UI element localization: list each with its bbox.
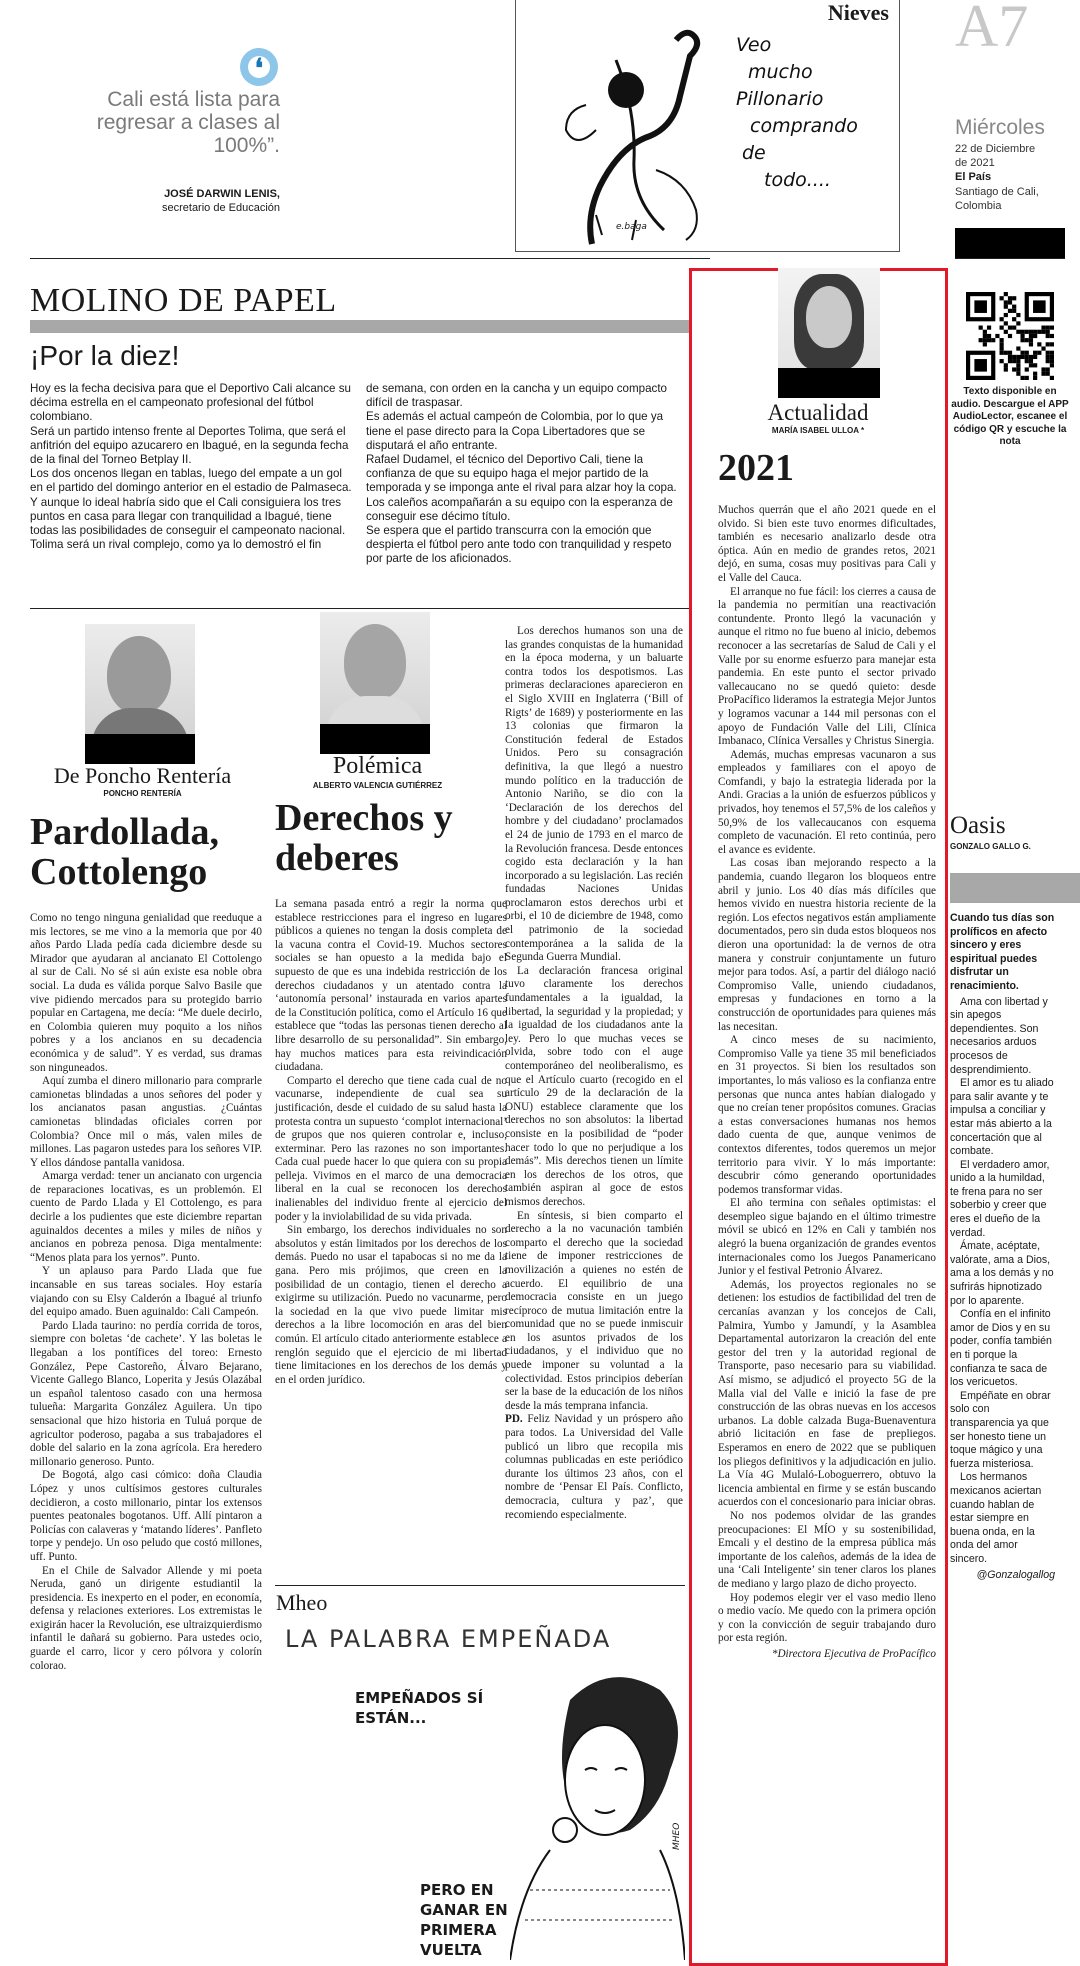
cartoon-text-line: mucho bbox=[748, 61, 813, 83]
cartoon-nieves bbox=[515, 0, 900, 252]
author-poncho: PONCHO RENTERÍA bbox=[103, 789, 182, 798]
cartoon-drawing bbox=[556, 20, 746, 245]
cartoon-text-line: comprando bbox=[750, 115, 858, 137]
paragraph: Amarga verdad: tener un ancianato con urgencia de reparaciones locativas, es un problemón. El cuento de Pardo Llada y El Cottolengo, es para decirle a los pudientes que este diciembre repartan aguinaldos decentes a miles y miles de niños y ancianos en pobreza penosa. Diga mentalmente: “Menos plata para los yernos”. Punto. bbox=[30, 1170, 262, 1264]
paragraph: Además, los proyectos regionales no se detienen: los estudios de factibilidad del tren de cercanías avanzan y los concejos de Cali, Palmira, Yumbo y Jamundí, y la Asamblea Departamental autorizaron la creación del ente gestor del tren y la autoridad regional de Transporte, paso necesario para su viabilidad. Así mismo, se adjudicó el proyecto 5G de la Malla vial del Valle e inició la fase de pre construcción de las obras nuevas en los accesos urbanos. La doble calzada Buga-Buenaventura abrió licitación en fase de prepliegos. Esperamos en enero de 2022 que se publiquen los pliegos definitivos y la adjudicación en julio. La Vía 4G Mulaló-Loboguerrero, obtuvo la licencia ambiental en firme y se están buscando acuerdos con el concesionario para iniciar obras. bbox=[718, 1278, 936, 1509]
cartoon-section-label: Nieves bbox=[827, 0, 889, 25]
qr-block bbox=[950, 292, 1070, 449]
title-poncho: Pardollada, Cottolengo bbox=[30, 811, 219, 893]
column-name-polemica: Polémica bbox=[332, 753, 423, 779]
quote-block bbox=[40, 48, 280, 218]
molino-paragraph: Rafael Dudamel, el técnico del Deportivo Cali, tiene la confianza de que su equipo haga el mejor partido de la temporada y se imponga ante el rival para alzar hoy la copa. bbox=[366, 453, 677, 495]
cartoon-text-line: Veo bbox=[736, 34, 772, 56]
molino-headline: ¡Por la diez! bbox=[30, 340, 180, 371]
paragraph: La declaración francesa original tuvo claramente los derechos fundamentales a la igualdad, la libertad, la seguridad y la propiedad; y la igualdad de los ciudadanos ante la ley. Pero lo que muchas veces se olvida, sobre todo con el auge contemporáneo del neoliberalismo, es que el Artículo cuarto (recogido en el artículo 29 de la declaración de la ONU) establece claramente que los derechos no son absolutos: la libertad consiste en la posibilidad de “poder hacer todo lo que no perjudique a los demás”. Mis derechos tienen un límite en los derechos de los otros, que también aspiran al goce de estos mismos derechos. bbox=[505, 964, 683, 1208]
day-name: Miércoles bbox=[955, 116, 1045, 139]
paragraph: Las cosas iban mejorando respecto a la pandemia, cuando llegaron los bloqueos entre abril y junio. Los 40 días más difíciles que hemos vivido en nuestra historia reciente de la región. Los efectos negativos están ampliamente documentados, pero sin duda estos bloqueos nos dieron una oportunidad: la de vernos de otra manera y construir conjuntamente un futuro mejor para todos. Así, a partir del diálogo nació Compromiso Valle, uniendo ciudadanos, empresas y fundaciones en torno a la construcción de oportunidades para quienes más las necesitan. bbox=[718, 857, 936, 1033]
date-line-2: de 2021 bbox=[955, 157, 995, 169]
mheo-bubble-1: EMPEÑADOS SÍ ESTÁN... bbox=[355, 1689, 484, 1727]
paragraph: Confía en el infinito amor de Dios y en su poder, confía también en ti porque la confianza te saca de los vericuetos. bbox=[950, 1308, 1052, 1389]
author-actualidad: MARÍA ISABEL ULLOA * bbox=[771, 426, 865, 435]
paragraph: A cinco meses de su nacimiento, Compromiso Valle ya tiene 35 mil beneficiados en 31 proyectos. Si bien los resultados son importantes, lo más valioso es la confianza entre personas que nunca antes habían dialogado y que no creían tener propósitos comunes. Gracias a estas conversaciones humanas nos hemos dado cuenta de que, aunque venimos de contextos diferentes, todos queremos un mejor territorio para vivir. Y lo más importante: descubrir cómo generando oportunidades podemos transformar vidas. bbox=[718, 1034, 936, 1196]
masthead-black-bar bbox=[955, 228, 1065, 258]
molino-paragraph: Será un partido intenso frente al Deportes Tolima, que será el anfitrión del equipo azucarero en Ibagué, en la segunda fecha de la final del Torneo Betplay II. bbox=[30, 424, 349, 467]
section-title-molino: MOLINO DE PAPEL bbox=[30, 282, 337, 319]
paragraph: Ámate, acéptate, valórate, ama a Dios, ama a los demás y no sufrirás hipnotizado por lo aparente. bbox=[950, 1240, 1054, 1307]
molino-col-1 bbox=[30, 382, 352, 552]
cartoon-text-line: de bbox=[742, 142, 766, 164]
cartoon-text bbox=[736, 32, 896, 194]
paragraph: El arranque no fue fácil: los cierres a causa de la pandemia no permitían una reactivación contundente. Pronto llegó la vacunación y aunque el ritmo no fue bueno al inicio, debemos reconocer a las secretarías de Salud de Cali y el Valle por su enorme esfuerzo para manejar esta pandemia. En este punto el sector privado vallecaucano no se quedó quieto: desde ProPacífico lideramos la estrategia Mejor Juntos y logramos vacunar a 144 mil personas con el apoyo de Fundación Valle del Lili, Clínica Imbanaco, Clínica Versalles y Christus Sinergia. bbox=[718, 585, 936, 748]
molino-paragraph: Los dos oncenos llegan en tablas, luego del empate a un gol en el partido del domingo anterior en el estadio de Palmaseca. bbox=[30, 467, 352, 495]
oasis-gray-bar bbox=[950, 873, 1080, 903]
mheo-drawing bbox=[510, 1660, 685, 1960]
author-photo-actualidad bbox=[778, 268, 880, 398]
pd-label: PD. bbox=[505, 1413, 523, 1426]
paragraph: El amor es tu aliado para salir avante y te impulsa a conciliar y estar más abierto a la concertación que al combate. bbox=[950, 1077, 1054, 1158]
paragraph: Los hermanos mexicanos aciertan cuando hablan de estar siempre en buena onda, en la onda del amor sincero. bbox=[950, 1471, 1042, 1565]
mheo-title: LA PALABRA EMPEÑADA bbox=[285, 1625, 612, 1653]
paragraph: Sin embargo, los derechos individuales no son absolutos y están limitados por los derechos de los demás. Puedo no usar el tapabocas si no me da la gana. Pero mis prójimos, que creen en la posibilidad de un contagio, tienen el derecho a exigirme su utilización. Puedo no vacunarme, pero la sociedad en la que vivo puede limitar mis derechos a la libre locomoción en aras del bien común. El artículo citado anteriormente establece a renglón seguido que el ejercicio de mi libertad tiene limitaciones en los derechos de los demás y en el orden jurídico. bbox=[275, 1224, 507, 1386]
molino-col-2 bbox=[366, 382, 691, 567]
paragraph: Pardo Llada taurino: no perdía corrida de toros, siempre con boletas ‘de cachete’. Y las boletas le llegaban a los pontífices del toreo: Ernesto González, Pepe Castoreño, Álvaro Bejarano, Vicente Gallego Blanco, Loperita y Jesús Olazábal un español talentoso casado con una hermosa tulueña: Margarita González Aguilera. Un tipo sensacional que hizo historia en Tuluá porque de agricultor poderoso, pagaba a sus trabajadores el doble del salario en la zona agrícola. Era heredero millonario generoso. Punto. bbox=[30, 1319, 262, 1468]
oasis-lead: Cuando tus días son prolíficos en afecto sincero y eres espiritual puedes disfrutar un renacimiento. bbox=[950, 912, 1055, 992]
author-photo-poncho bbox=[85, 624, 195, 764]
title-actualidad: 2021 bbox=[718, 447, 794, 489]
paragraph bbox=[505, 1413, 683, 1522]
paragraph: La semana pasada entró a regir la norma que establece restricciones para el ingreso en lugares públicos a quienes no tengan la dosis completa de la vacuna contra el Covid-19. Muchos sectores sociales se han opuesto a la medida bajo el supuesto de que es una indebida restricción de los derechos ciudadanos y un atentado contra la ‘autonomía personal’ instaurada en varios apartes de la Constitución política, como el Artículo 16 que establece que “todas las personas tienen derecho al libre desarrollo de su personalidad”. Sin embargo, hay muchos matices para esta reivindicación ciudadana. bbox=[275, 898, 507, 1074]
author-photo-polemica bbox=[320, 612, 430, 754]
paragraph: Aquí zumba el dinero millonario para comprarle camionetas blindadas a unos señores del poder y los ancianatos pasan angustias. ¿Cuántas camionetas blindadas oficiales corren por Colombia? Once mil o más, valen miles de millones. Las pagaron ustedes para los señores VIP. Y ellos dándose pantalla vanidosa. bbox=[30, 1075, 262, 1169]
paragraph: De Bogotá, algo casi cómico: doña Claudia López y unos cultísimos gestores culturales decidieron, a costo millonario, pintar los extensos puentes peatonales bogotanos. Uff. Allí pintaron a Policías con calaveras y ‘matando líderes’. Panfleto torpe y pendejo. Un oso peludo que costó millones, uff. Punto. bbox=[30, 1469, 262, 1563]
molino-paragraph: Tolima será un rival complejo, como ya lo demostró el fin bbox=[30, 538, 322, 552]
paragraph: Ama con libertad y sin apegos dependientes. Son necesarios arduos procesos de desprendimiento. bbox=[950, 995, 1048, 1076]
top-rule bbox=[30, 258, 710, 259]
paragraph: Y un aplauso para Pardo Llada que fue incansable en sus tareas sociales. Hoy estaría viajando con su Elsy Calderón a Ibagué al triunfo del equipo amado. Buen aguinaldo: Cali Campeón. bbox=[30, 1265, 262, 1319]
paragraph: Comparto el derecho que tiene cada cual de no vacunarse, independiente de cual sea su justificación, desde el cuidado de su salud hasta la protesta contra un supuesto ‘complot internacional’ de grupos que nos quieren controlar e, incluso, exterminar. Pero las razones no son importantes. Cada cual puede hacer lo que quiera con su propia pelleja. Vivimos en el marco de una democracia liberal en la cual se reconocen los derechos inalienables del individuo frente al ejercicio del poder y la inviolabilidad de su vida privada. bbox=[275, 1074, 507, 1223]
author-polemica: ALBERTO VALENCIA GUTIÉRREZ bbox=[312, 781, 443, 790]
body-polemica-col1 bbox=[275, 898, 507, 1387]
cartoon-text-line: todo.... bbox=[764, 169, 831, 191]
paragraph: En síntesis, si bien comparto el derecho a la no vacunación también comparto el derecho que la sociedad tiene de imponer restricciones de movilización a quienes no estén de acuerdo. El equilibrio de una democracia consiste en un juego recíproco de mutua limitación entre la comunidad que no se puede inmiscuir en los asuntos privados de los ciudadanos, y el individuo que no puede imponer su voluntad a la colectividad. Estos principios deberían ser la base de la educación de los niños desde la más temprana infancia. bbox=[505, 1209, 683, 1412]
paragraph: Como no tengo ninguna genialidad que reeduque a mis lectores, se me vino a la memoria que por 40 años Pardo Llada pedía cada diciembre desde su Mirador que ayudaran al ancianato El Cottolengo al sur de Cali. No sé si aún existe esa noble obra social. La duda es válida porque Salvo Basile que vive pidiendo mercados para su protegido barrio popular en Cartagena, me decía: “Me duele decirlo, en Colombia quieren muy poquito a los niños pobres y a los ancianos en su decadencia económica y de salud”. Y es verdad, sus dramas son ninguneados. bbox=[30, 912, 262, 1074]
column-name-oasis: Oasis bbox=[950, 812, 1006, 839]
cartoon-signature: e.baga bbox=[616, 222, 647, 232]
title-polemica: Derechos y deberes bbox=[275, 797, 453, 879]
section-gray-bar bbox=[30, 320, 690, 333]
author-oasis: GONZALO GALLO G. bbox=[950, 842, 1031, 851]
date-line-1: 22 de Diciembre bbox=[955, 143, 1036, 155]
mheo-bubble-2: PERO EN GANAR EN PRIMERA VUELTA bbox=[420, 1881, 508, 1959]
paper-name: El País bbox=[955, 171, 992, 183]
top-rule-right bbox=[955, 258, 1065, 259]
oasis-handle: @Gonzalogallog bbox=[976, 1568, 1055, 1581]
pd-text: Feliz Navidad y un próspero año para todos. La Universidad del Valle publicó un libro que recopila mis columnas publicadas en este periódico durante los últimos 23 años, con el nombre de ‘Pensar El País. Conflicto, democracia, cultura y paz’, que recomiendo especialmente. bbox=[505, 1413, 683, 1521]
body-oasis bbox=[950, 912, 1055, 1582]
quote-author-role: secretario de Educación bbox=[161, 202, 280, 214]
quote-icon: ❛ bbox=[240, 48, 278, 86]
body-polemica-col2 bbox=[505, 625, 683, 1522]
paragraph: En el Chile de Salvador Allende y mi poeta Neruda, ganó un dirigente estudiantil la presidencia. Es inexperto en el poder, en economía, defensa y relaciones exteriores. Los extremistas le exigirán hacer la Revolución, ese ultraizquierdismo infantil le dañará su gobierno. Para ustedes ocio, guarde el carro, licor y cero pólvora y colorín colorao. bbox=[30, 1564, 262, 1672]
paragraph: Los derechos humanos son una de las grandes conquistas de la humanidad en la época moderna, y un baluarte contra todos los despotismos. Las primeras declaraciones aparecieron en el Siglo XVIII en Inglaterra (‘Bill of Rigts’ de 1689) y posteriormente en las 13 colonias que firmaron la Constitución federal de Estados Unidos. Pero su consagración definitiva, la que llegó a nuestro mundo político en la traducción de Antonio Nariño, se dio con la ‘Declaración de los derechos del hombre y del ciudadano’ proclamados el 24 de junio de 1793 en el marco de la Revolución francesa. Desde entonces cogido esta declaración y la han incorporado a su legislación. Las recién fundadas Naciones Unidas proclamaron estos derechos urbi et orbi, el 10 de diciembre de 1948, como el patrimonio de la sociedad contemporánea a la salida de la Segunda Guerra Mundial. bbox=[505, 625, 683, 964]
cartoon-text-line: Pillonario bbox=[736, 88, 824, 110]
column-name-poncho: De Poncho Rentería bbox=[53, 763, 232, 788]
molino-bottom-rule bbox=[30, 608, 690, 609]
molino-paragraph: de semana, con orden en la cancha y un equipo compacto difícil de traspasar. bbox=[366, 382, 667, 410]
mheo-section-label: Mheo bbox=[276, 1590, 328, 1615]
paragraph: No nos podemos olvidar de las grandes preocupaciones: El MÍO y su sostenibilidad, Emcali y el destino de la empresa pública más importante de los caleños, además de la idea de una ‘Cali Inteligente’ sin tener claros los planes de mediano y largo plazo de dicho proyecto. bbox=[718, 1509, 936, 1590]
mheo-signature: MHEO bbox=[672, 1822, 682, 1850]
quote-text: Cali está lista para regresar a clases al 100%”. bbox=[96, 88, 280, 157]
paragraph: El año termina con señales optimistas: el desempleo sigue bajando en el último trimestre móvil se ubicó en 12% en Cali y también nos alegró la buena organización de grandes eventos internacionales como los Juegos Panamericano Junior y el festival Petronio Álvarez. bbox=[718, 1197, 936, 1278]
molino-paragraph: Los caleños acompañarán a su equipo con la esperanza de conseguir ese décimo título. bbox=[366, 495, 673, 523]
paragraph: Hoy podemos elegir ver el vaso medio lleno o medio vacío. Me quedo con la primera opción y con la convicción de seguir trabajando duro por esta región. bbox=[718, 1591, 936, 1645]
molino-paragraph: Y aunque lo ideal habría sido que el Cali consiguiera los tres puntos en casa para llegar con tranquilidad a Ibagué, tiene todas las posibilidades de conseguir el campeonato nacional. bbox=[30, 495, 346, 538]
city-line-2: Colombia bbox=[955, 200, 1002, 212]
city-line-1: Santiago de Cali, bbox=[955, 186, 1039, 198]
masthead bbox=[955, 0, 1080, 260]
molino-paragraph: Es además el actual campeón de Colombia, por lo que ya tiene el pase directo para la Copa Libertadores que se disputará el año entrante. bbox=[366, 410, 664, 452]
molino-paragraph: Se espera que el partido transcurra con la emoción que despierta el fútbol pero ante todo con tranquilidad y respeto por parte de los aficionados. bbox=[366, 524, 672, 566]
qr-caption: Texto disponible en audio. Descargue el APP AudioLector, escanee el código QR y escuche la nota bbox=[951, 386, 1069, 447]
quote-author: JOSÉ DARWIN LENIS, bbox=[164, 188, 280, 200]
page-number: A7 bbox=[955, 0, 1029, 59]
paragraph: Empéñate en obrar solo con transparencia ya que ser honesto tiene un toque mágico y una fuerza misteriosa. bbox=[950, 1389, 1051, 1470]
body-actualidad bbox=[718, 504, 936, 1661]
paragraph: El verdadero amor, unido a la humildad, te frena para no ser soberbio y creer que eres el dueño de la verdad. bbox=[950, 1158, 1050, 1239]
body-poncho bbox=[30, 912, 262, 1673]
molino-paragraph: Hoy es la fecha decisiva para que el Deportivo Cali alcance su décima estrella en el campeonato profesional del fútbol colombiano. bbox=[30, 382, 351, 424]
column-name-actualidad: Actualidad bbox=[767, 400, 869, 425]
paragraph: Además, muchas empresas vacunaron a sus empleados y familiares con el apoyo de Comfandi, y bajo la estrategia liderada por la Andi. Gracias a la unión de esfuerzos públicos y privados, hoy tenemos el 57,5% de los caleños y 50,9% de los vallecaucanos con esquema completo de vacunación. El reto continúa, pero el avance es evidente. bbox=[718, 748, 936, 856]
mheo-top-rule bbox=[275, 1585, 685, 1586]
qr-code-icon bbox=[966, 292, 1054, 380]
footnote-actualidad: *Directora Ejecutiva de ProPacífico bbox=[771, 1647, 936, 1660]
paragraph: Muchos querrán que el año 2021 quede en el olvido. Si bien este tuvo enormes dificultades, también es necesario analizarlo desde otra óptica. Aún en medio de grandes retos, 2021 dejó, en suma, cosas muy positivas para Cali y el Valle del Cauca. bbox=[718, 504, 936, 584]
